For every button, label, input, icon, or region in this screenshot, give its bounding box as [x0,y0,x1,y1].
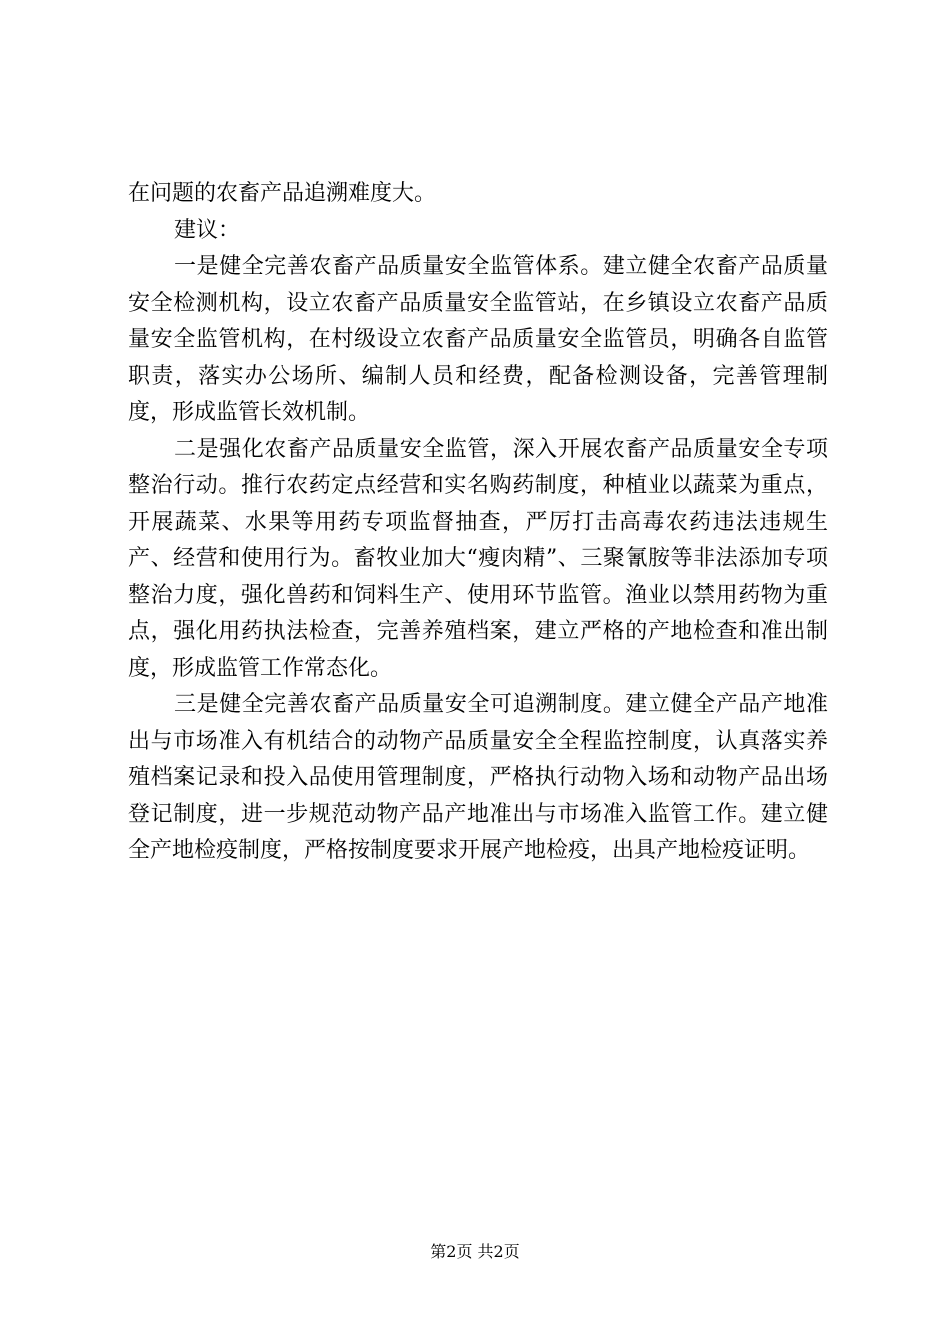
page-number-footer: 第2页 共2页 [430,1242,520,1261]
paragraph-suggestion-2: 二是强化农畜产品质量安全监管，深入开展农畜产品质量安全专项整治行动。推行农药定点经营和实名购药制度，种植业以蔬菜为重点，开展蔬菜、水果等用药专项监督抽查，严厉打击高毒农药违法违规生产、经营和使用行为。畜牧业加大“瘦肉精”、三聚氰胺等非法添加专项整治力度，强化兽药和饲料生产、使用环节监管。渔业以禁用药物为重点，强化用药执法检查，完善养殖档案，建立严格的产地检查和准出制度，形成监管工作常态化。 [128,436,828,681]
paragraph-suggestion-1: 一是健全完善农畜产品质量安全监管体系。建立健全农畜产品质量安全检测机构，设立农畜产品质量安全监管站，在乡镇设立农畜产品质量安全监管机构，在村级设立农畜产品质量安全监管员，明确各自监管职责，落实办公场所、编制人员和经费，配备检测设备，完善管理制度，形成监管长效机制。 [128,254,828,425]
paragraph-suggestion-3: 三是健全完善农畜产品质量安全可追溯制度。建立健全产品产地准出与市场准入有机结合的动物产品质量安全全程监控制度，认真落实养殖档案记录和投入品使用管理制度，严格执行动物入场和动物产品出场登记制度，进一步规范动物产品产地准出与市场准入监管工作。建立健全产地检疫制度，严格按制度要求开展产地检疫，出具产地检疫证明。 [128,692,828,863]
paragraph-suggestions-heading: 建议： [174,217,241,243]
document-body [128,176,828,870]
paragraph-continuation: 在问题的农畜产品追溯难度大。 [128,181,437,206]
